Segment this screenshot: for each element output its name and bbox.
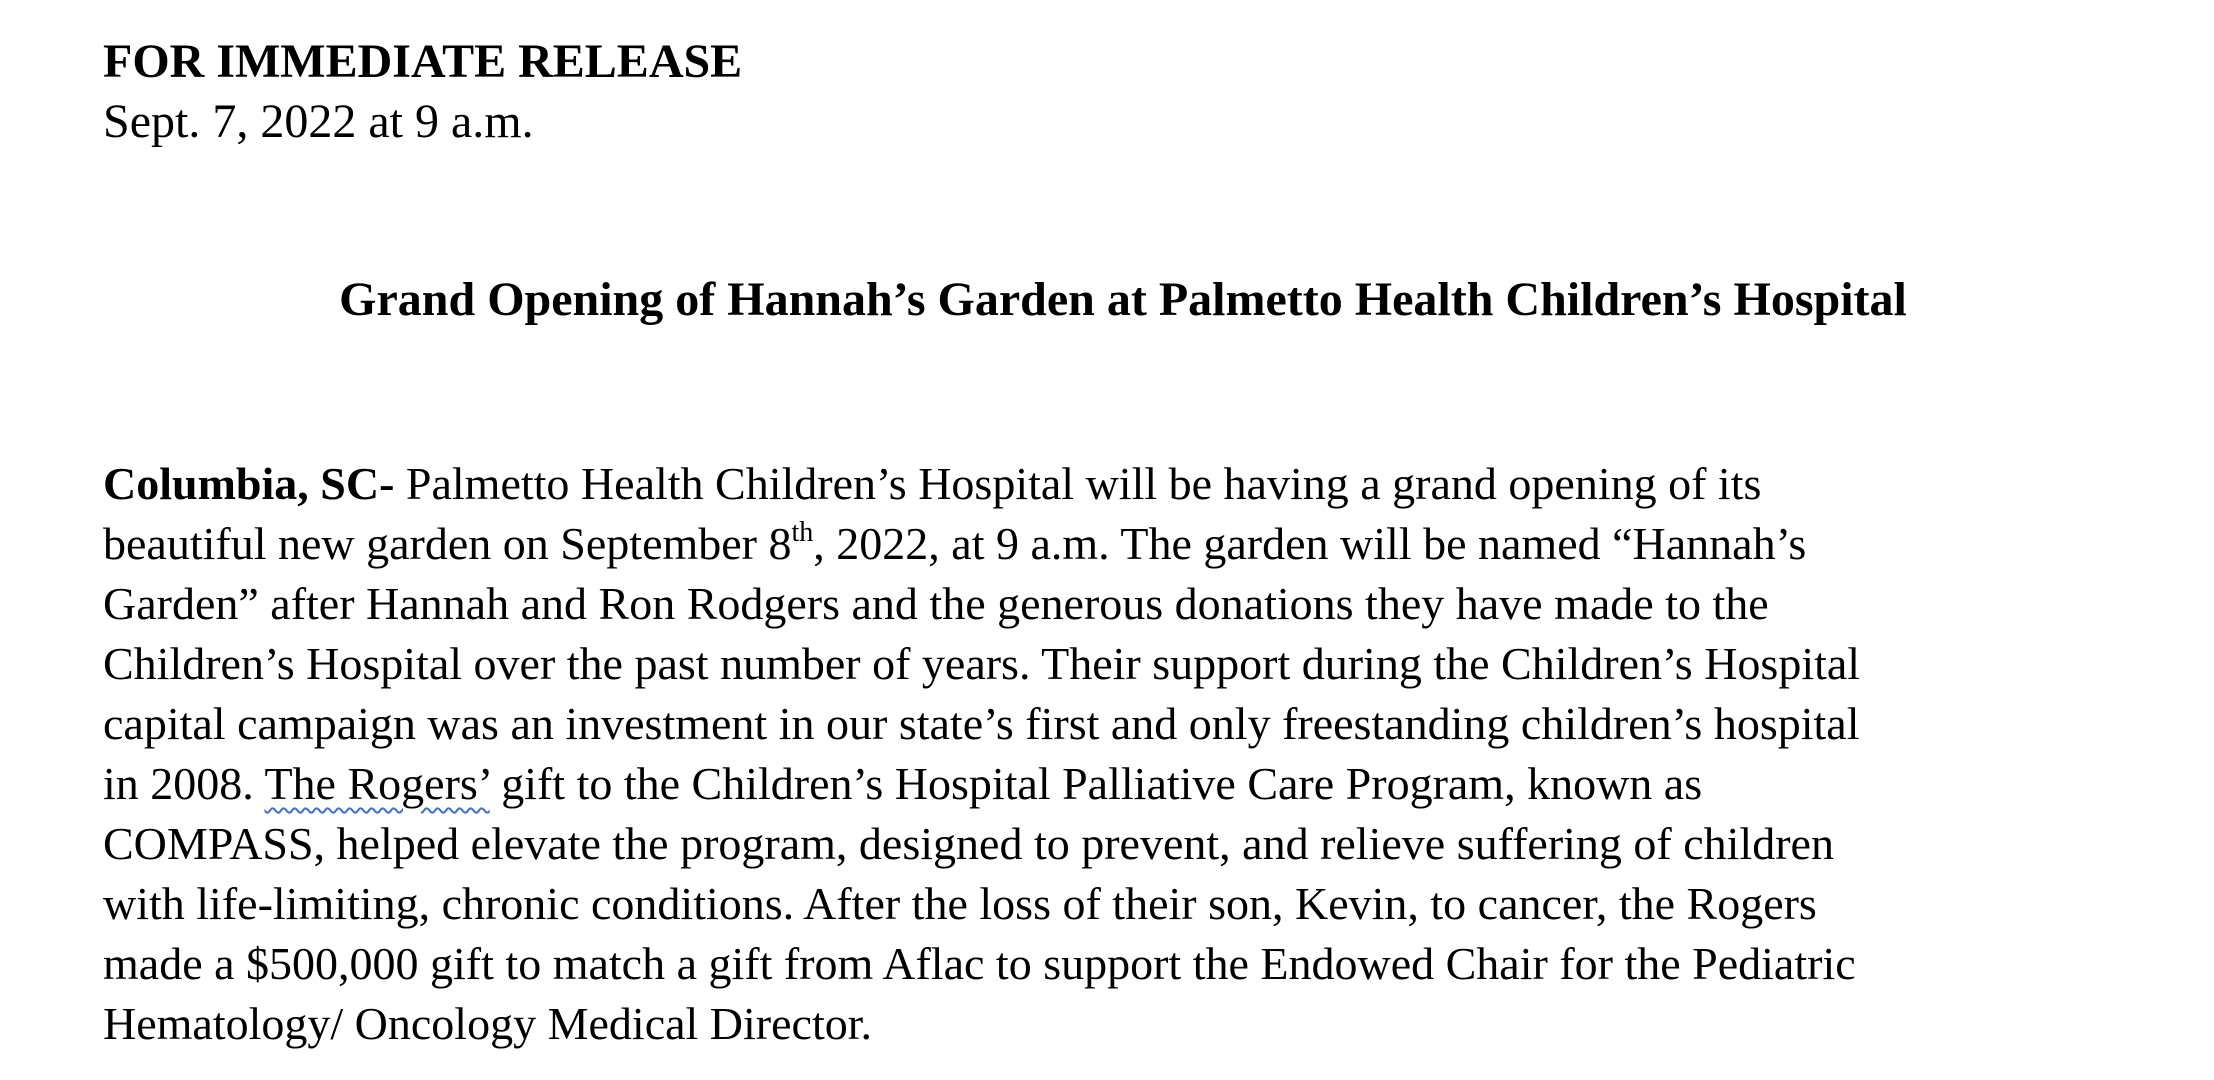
body-text-segment: , 2022, at 9 a.m. The garden will be named “Hannah’s <box>813 518 1807 569</box>
body-line: Hematology/ Oncology Medical Director. <box>103 998 873 1049</box>
dateline-label: Columbia, SC- <box>103 458 395 509</box>
body-text-segment: in 2008. <box>103 758 265 809</box>
headline: Grand Opening of Hannah’s Garden at Palmetto Health Children’s Hospital <box>339 273 1907 326</box>
release-label: FOR IMMEDIATE RELEASE <box>103 35 743 88</box>
body-line <box>103 514 2143 574</box>
body-text-segment: gift to the Children’s Hospital Palliative Care Program, known as <box>489 758 1703 809</box>
body-line: made a $500,000 gift to match a gift from Aflac to support the Endowed Chair for the Pediatric <box>103 938 1856 989</box>
body-paragraph <box>103 454 2143 1054</box>
ordinal-superscript: th <box>791 517 814 548</box>
body-text-segment: beautiful new garden on September 8 <box>103 518 792 569</box>
body-line: with life-limiting, chronic conditions. After the loss of their son, Kevin, to cancer, the Rogers <box>103 878 1817 929</box>
body-line: COMPASS, helped elevate the program, designed to prevent, and relieve suffering of children <box>103 818 1834 869</box>
body-line: Children’s Hospital over the past number of years. Their support during the Children’s Hospital <box>103 638 1861 689</box>
body-line: Garden” after Hannah and Ron Rodgers and the generous donations they have made to the <box>103 578 1769 629</box>
body-line <box>103 754 2143 814</box>
release-date: Sept. 7, 2022 at 9 a.m. <box>103 95 534 148</box>
body-line: capital campaign was an investment in our state’s first and only freestanding children’s hospital <box>103 698 1860 749</box>
body-line <box>103 454 2143 514</box>
spellcheck-flagged-text[interactable]: The Rogers’ <box>264 758 490 809</box>
body-text-segment: Palmetto Health Children’s Hospital will be having a grand opening of its <box>394 458 1762 509</box>
